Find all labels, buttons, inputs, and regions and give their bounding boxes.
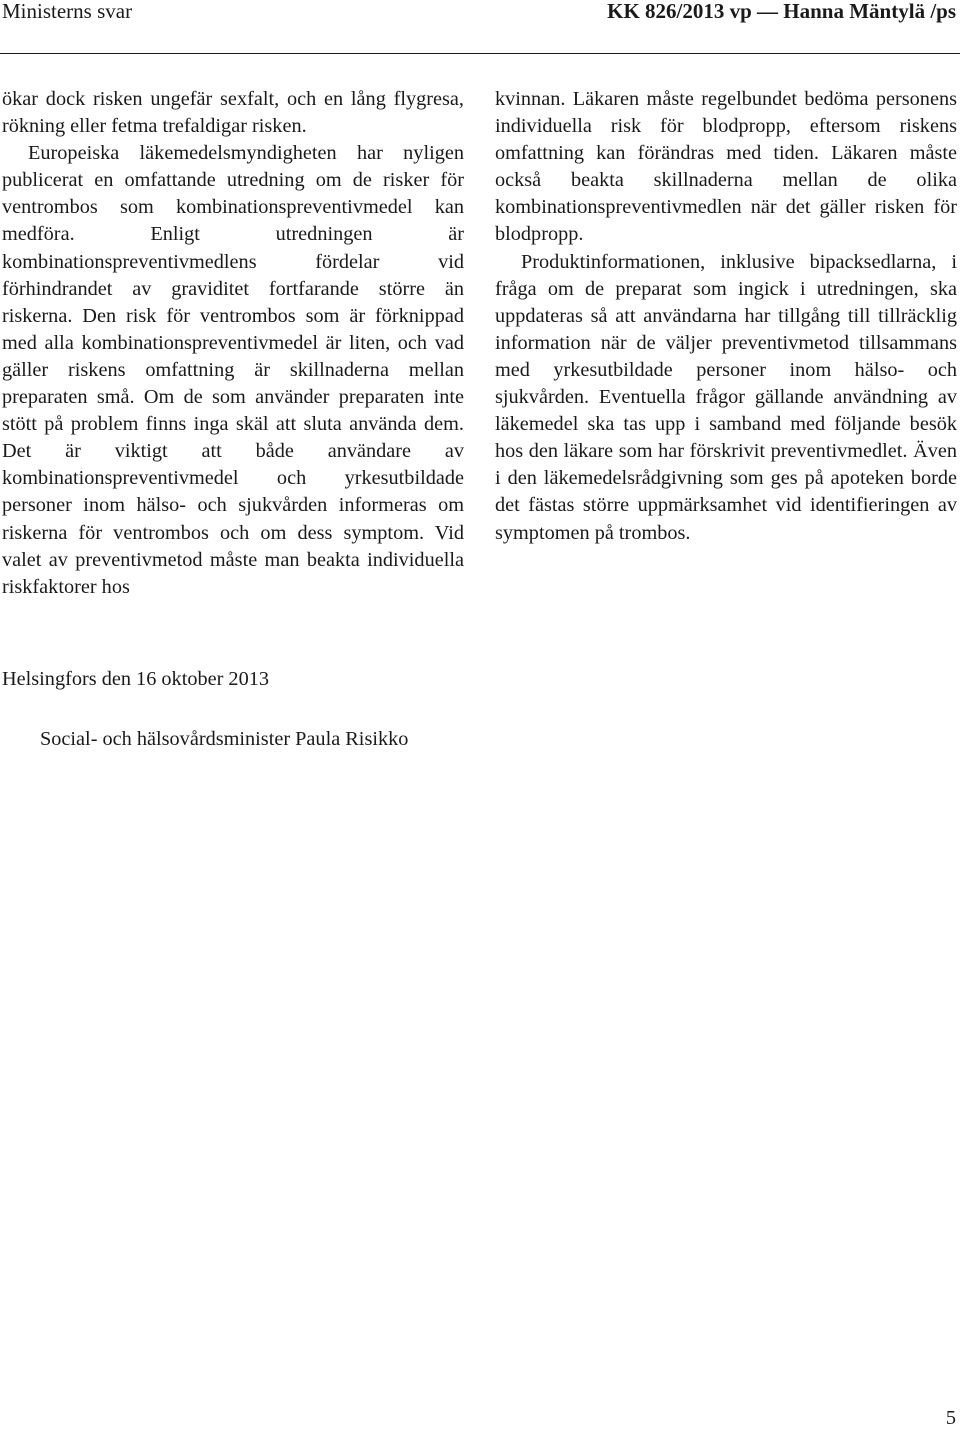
paragraph: kvinnan. Läkaren måste regelbundet bedöma personens individuella risk för blodpropp, eftersom riskens omfattning kan förändras med tiden. Läkaren måste också beakta skillnaderna mellan de olika kombinationspreventivmedlen när det gäller risken för blodpropp. (495, 88, 957, 246)
left-column (2, 86, 464, 601)
paragraph: ökar dock risken ungefär sexfalt, och en lång flygresa, rökning eller fetma trefaldigar risken. (2, 88, 464, 138)
signoff-place-date: Helsingfors den 16 oktober 2013 (2, 668, 269, 690)
right-column (495, 86, 957, 547)
document-reference: KK 826/2013 vp — Hanna Mäntylä /ps (607, 0, 956, 23)
section-title: Ministerns svar (2, 0, 133, 23)
header-divider (0, 53, 960, 54)
signoff-signatory: Social- och hälsovårdsminister Paula Risikko (40, 728, 409, 750)
paragraph: Produktinformationen, inklusive bipacksedlarna, i fråga om de preparat som ingick i utredningen, ska uppdateras så att användarna har tillgång till tillräcklig information när de väljer preventivmetod tillsammans med yrkesutbildade personer inom hälso- och sjukvården. Eventuella frågor gällande användning av läkemedel ska tas upp i samband med följande besök hos den läkare som har förskrivit preventivmedlet. Även i den läkemedelsrådgivning som ges på apoteken borde det fästas större uppmärksamhet vid identifieringen av symptomen på trombos. (495, 250, 957, 544)
page-number: 5 (945, 1407, 956, 1429)
page-header (0, 0, 960, 40)
paragraph: Europeiska läkemedelsmyndigheten har nyligen publicerat en omfattande utredning om de risker för ventrombos som kombinationspreventivmedel kan medföra. Enligt utredningen är kombinationspreventivmedlens fördelar vid förhindrandet av graviditet fortfarande större än riskerna. Den risk för ventrombos som är förknippad med alla kombinationspreventivmedel är liten, och vad gäller riskens omfattning är skillnaderna mellan preparaten små. Om de som använder preparaten inte stött på problem finns inga skäl att sluta använda dem. Det är viktigt att både användare av kombinationspreventivmedel och yrkesutbildade personer inom hälso- och sjukvården informeras om riskerna för ventrombos och om dess symptom. Vid valet av preventivmetod måste man beakta individuella riskfaktorer hos (2, 142, 464, 598)
